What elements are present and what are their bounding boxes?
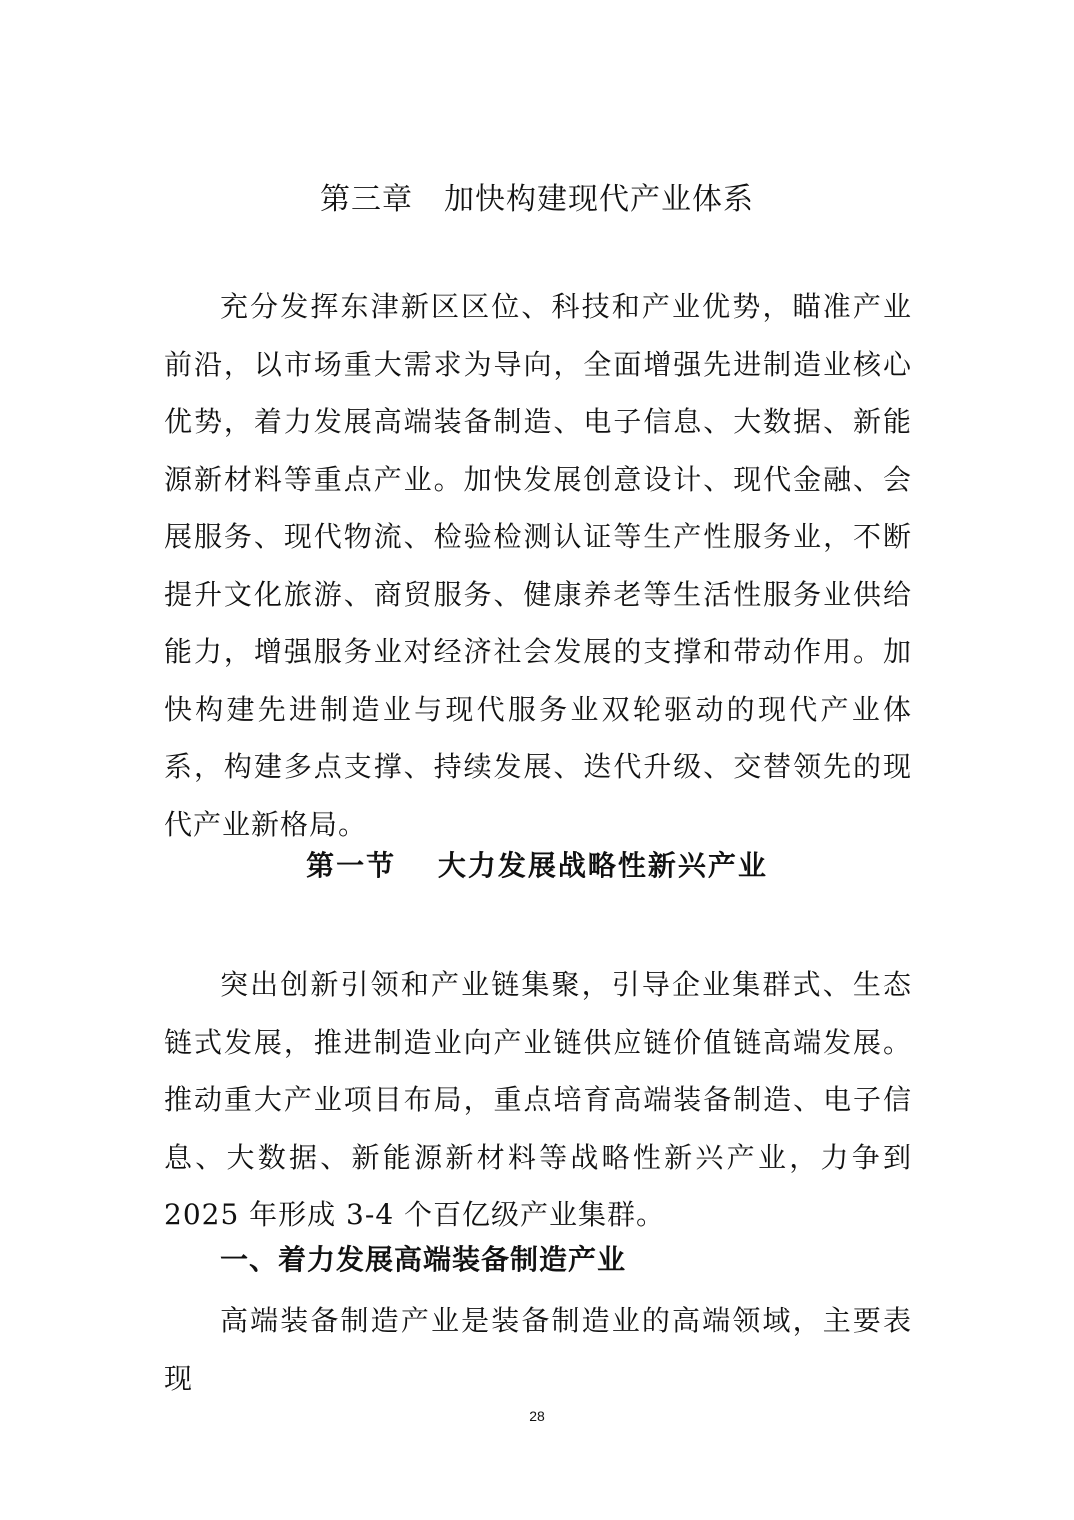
page-number: 28 (529, 1408, 545, 1424)
intro-paragraph: 充分发挥东津新区区位、科技和产业优势，瞄准产业前沿，以市场重大需求为导向，全面增强先进制造业核心优势，着力发展高端装备制造、电子信息、大数据、新能源新材料等重点产业。加快发展创意设计、现代金融、会展服务、现代物流、检验检测认证等生产性服务业，不断提升文化旅游、商贸服务、健康养老等生活性服务业供给能力，增强服务业对经济社会发展的支撑和带动作用。加快构建先进制造业与现代服务业双轮驱动的现代产业体系，构建多点支撑、持续发展、迭代升级、交替领先的现代产业新格局。 (164, 290, 912, 841)
chapter-title: 第三章 加快构建现代产业体系 (320, 182, 754, 217)
subsection-title: 一、着力发展高端装备制造产业 (220, 1243, 627, 1276)
section-title: 第一节 大力发展战略性新兴产业 (306, 849, 768, 882)
section-paragraph: 突出创新引领和产业链集聚，引导企业集群式、生态链式发展，推进制造业向产业链供应链价值链高端发展。推动重大产业项目布局，重点培育高端装备制造、电子信息、大数据、新能源新材料等战略性新兴产业，力争到 2025 年形成 3-4 个百亿级产业集群。 (164, 968, 912, 1231)
subsection-paragraph: 高端装备制造产业是装备制造业的高端领域，主要表现 (164, 1304, 912, 1395)
